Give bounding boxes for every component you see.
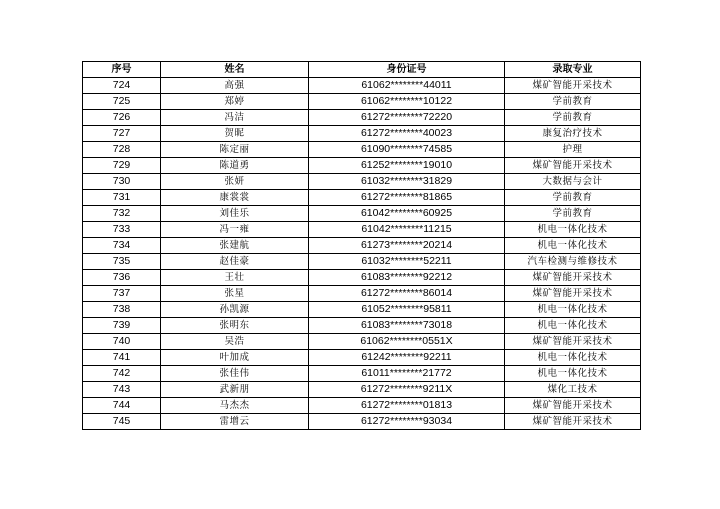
table-row [83,318,641,334]
seq-cell: 743 [83,382,161,398]
major-cell: 机电一体化技术 [505,318,641,334]
id-number-cell: 61252********19010 [309,158,505,174]
table-row [83,206,641,222]
seq-cell: 742 [83,366,161,382]
id-number-cell: 61062********0551X [309,334,505,350]
major-cell: 煤矿智能开采技术 [505,270,641,286]
major-cell: 煤矿智能开采技术 [505,286,641,302]
id-number-cell: 61083********73018 [309,318,505,334]
header-seq: 序号 [83,62,161,78]
name-cell: 武新朋 [161,382,309,398]
major-cell: 机电一体化技术 [505,238,641,254]
seq-cell: 738 [83,302,161,318]
major-cell: 煤化工技术 [505,382,641,398]
major-cell: 机电一体化技术 [505,366,641,382]
major-cell: 机电一体化技术 [505,350,641,366]
id-number-cell: 61011********21772 [309,366,505,382]
major-cell: 煤矿智能开采技术 [505,158,641,174]
header-id-number: 身份证号 [309,62,505,78]
header-major: 录取专业 [505,62,641,78]
table-row [83,126,641,142]
id-number-cell: 61062********10122 [309,94,505,110]
id-number-cell: 61272********9211X [309,382,505,398]
id-number-cell: 61032********52211 [309,254,505,270]
name-cell: 叶加成 [161,350,309,366]
table-row [83,142,641,158]
seq-cell: 744 [83,398,161,414]
name-cell: 张建航 [161,238,309,254]
table-row [83,78,641,94]
id-number-cell: 61272********86014 [309,286,505,302]
name-cell: 赵佳豪 [161,254,309,270]
major-cell: 机电一体化技术 [505,222,641,238]
id-number-cell: 61042********60925 [309,206,505,222]
seq-cell: 728 [83,142,161,158]
name-cell: 雷增云 [161,414,309,430]
name-cell: 陈道勇 [161,158,309,174]
table-row [83,398,641,414]
major-cell: 汽车检测与维修技术 [505,254,641,270]
seq-cell: 732 [83,206,161,222]
name-cell: 刘佳乐 [161,206,309,222]
seq-cell: 729 [83,158,161,174]
table-row [83,158,641,174]
table-row [83,190,641,206]
seq-cell: 725 [83,94,161,110]
major-cell: 学前教育 [505,110,641,126]
major-cell: 煤矿智能开采技术 [505,414,641,430]
table-row [83,350,641,366]
table-row [83,286,641,302]
table-header-row [83,62,641,78]
id-number-cell: 61042********11215 [309,222,505,238]
table-row [83,302,641,318]
name-cell: 郑婷 [161,94,309,110]
seq-cell: 741 [83,350,161,366]
name-cell: 张明东 [161,318,309,334]
seq-cell: 726 [83,110,161,126]
id-number-cell: 61062********44011 [309,78,505,94]
id-number-cell: 61083********92212 [309,270,505,286]
seq-cell: 724 [83,78,161,94]
name-cell: 冯洁 [161,110,309,126]
table-row [83,382,641,398]
major-cell: 学前教育 [505,206,641,222]
seq-cell: 734 [83,238,161,254]
name-cell: 张星 [161,286,309,302]
table-body [83,78,641,430]
table-row [83,254,641,270]
major-cell: 大数据与会计 [505,174,641,190]
id-number-cell: 61272********01813 [309,398,505,414]
seq-cell: 727 [83,126,161,142]
major-cell: 煤矿智能开采技术 [505,398,641,414]
major-cell: 学前教育 [505,94,641,110]
seq-cell: 739 [83,318,161,334]
table-row [83,238,641,254]
name-cell: 王壮 [161,270,309,286]
name-cell: 张妍 [161,174,309,190]
id-number-cell: 61272********40023 [309,126,505,142]
seq-cell: 731 [83,190,161,206]
table-row [83,270,641,286]
name-cell: 陈定丽 [161,142,309,158]
seq-cell: 735 [83,254,161,270]
id-number-cell: 61052********95811 [309,302,505,318]
table-row [83,174,641,190]
name-cell: 吴浩 [161,334,309,350]
admission-table [82,61,641,430]
major-cell: 机电一体化技术 [505,302,641,318]
table-row [83,414,641,430]
table-row [83,366,641,382]
seq-cell: 745 [83,414,161,430]
id-number-cell: 61273********20214 [309,238,505,254]
seq-cell: 736 [83,270,161,286]
name-cell: 张佳伟 [161,366,309,382]
seq-cell: 737 [83,286,161,302]
id-number-cell: 61272********81865 [309,190,505,206]
header-name: 姓名 [161,62,309,78]
seq-cell: 730 [83,174,161,190]
major-cell: 煤矿智能开采技术 [505,78,641,94]
table-row [83,110,641,126]
major-cell: 康复治疗技术 [505,126,641,142]
name-cell: 贺昵 [161,126,309,142]
id-number-cell: 61090********74585 [309,142,505,158]
table-row [83,94,641,110]
id-number-cell: 61242********92211 [309,350,505,366]
name-cell: 高强 [161,78,309,94]
id-number-cell: 61032********31829 [309,174,505,190]
name-cell: 冯一雍 [161,222,309,238]
seq-cell: 733 [83,222,161,238]
seq-cell: 740 [83,334,161,350]
table-row [83,222,641,238]
table-row [83,334,641,350]
id-number-cell: 61272********93034 [309,414,505,430]
name-cell: 康裳裳 [161,190,309,206]
id-number-cell: 61272********72220 [309,110,505,126]
major-cell: 煤矿智能开采技术 [505,334,641,350]
major-cell: 学前教育 [505,190,641,206]
major-cell: 护理 [505,142,641,158]
name-cell: 孙凯源 [161,302,309,318]
name-cell: 马杰杰 [161,398,309,414]
